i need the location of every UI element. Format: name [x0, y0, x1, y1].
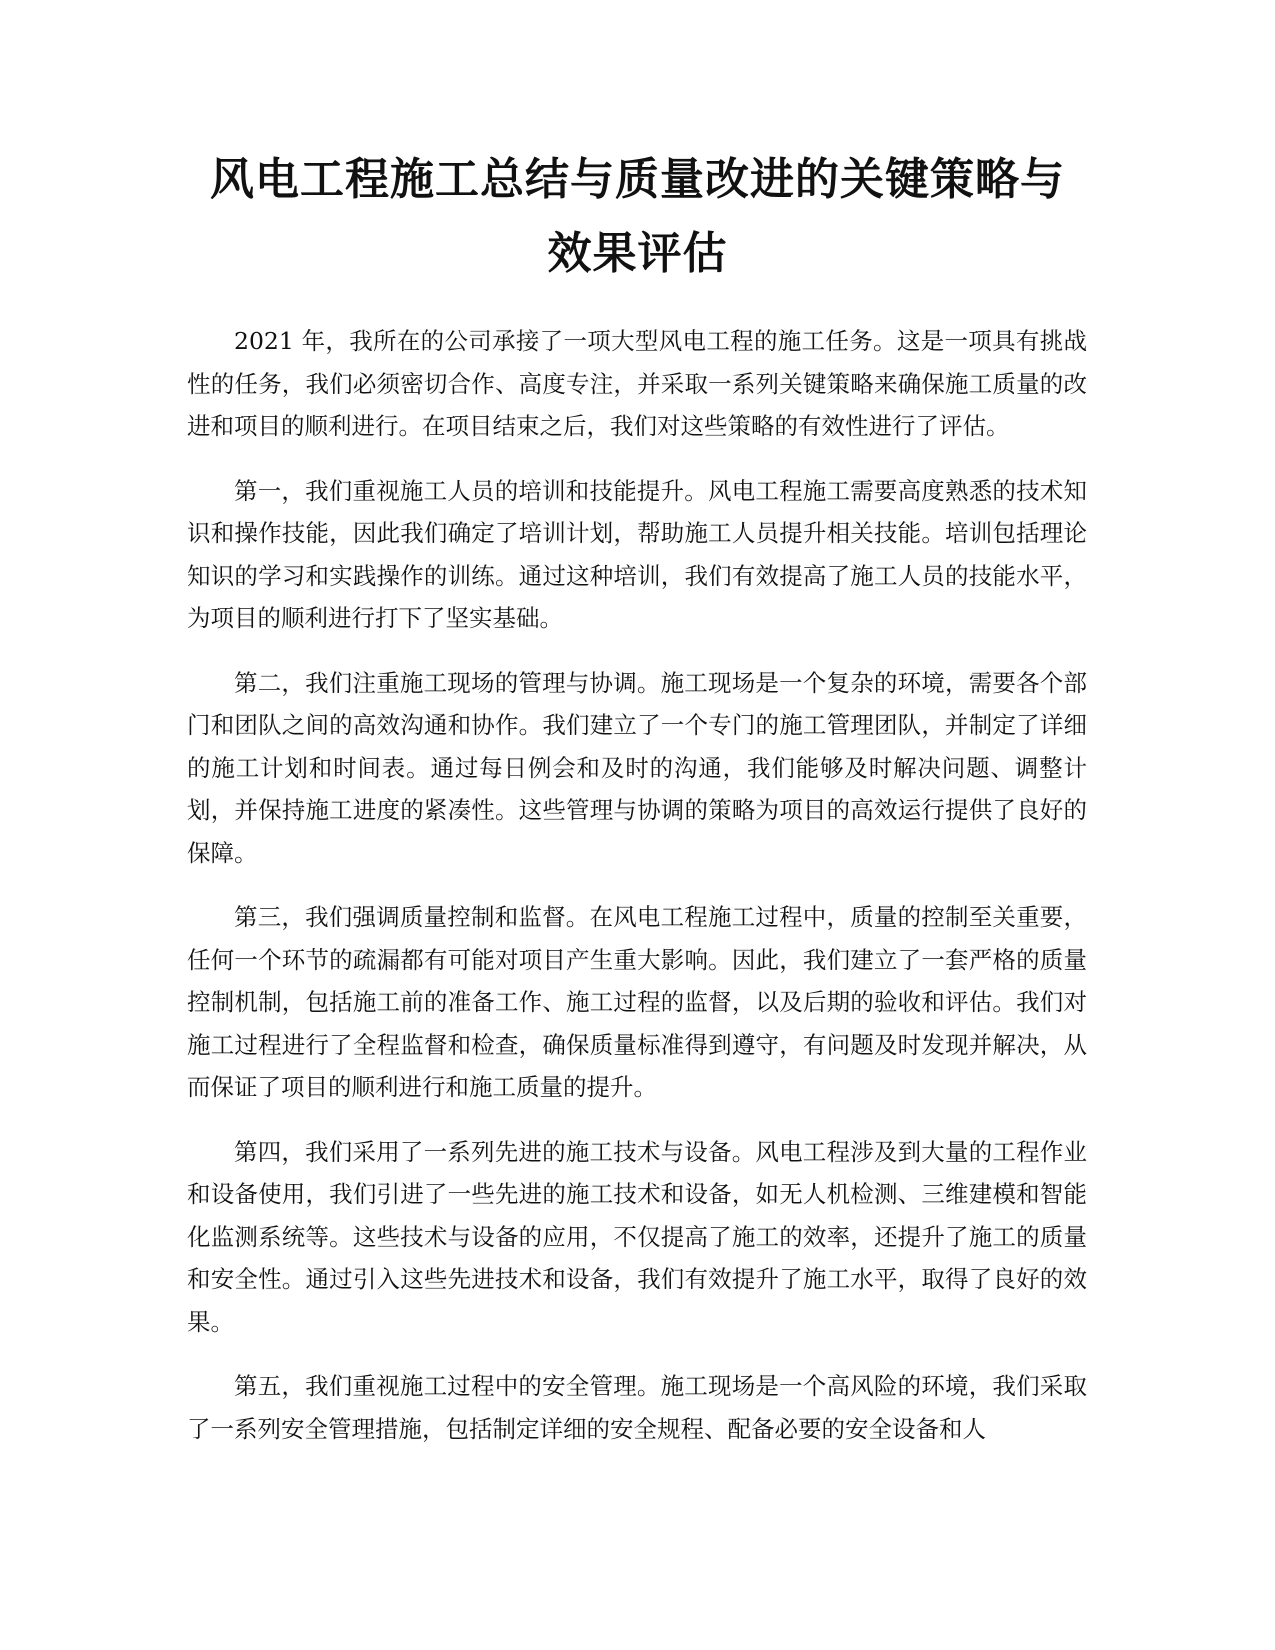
paragraph-intro: 2021 年，我所在的公司承接了一项大型风电工程的施工任务。这是一项具有挑战性的任务，我们必须密切合作、高度专注，并采取一系列关键策略来确保施工质量的改进和项目的顺利进行。在项目结束之后，我们对这些策略的有效性进行了评估。 — [187, 327, 1087, 440]
paragraph-third-strategy: 第三，我们强调质量控制和监督。在风电工程施工过程中，质量的控制至关重要，任何一个环节的疏漏都有可能对项目产生重大影响。因此，我们建立了一套严格的质量控制机制，包括施工前的准备工作、施工过程的监督，以及后期的验收和评估。我们对施工过程进行了全程监督和检查，确保质量标准得到遵守，有问题及时发现并解决，从而保证了项目的顺利进行和施工质量的提升。 — [187, 903, 1087, 1101]
document-title — [150, 143, 1125, 291]
paragraph-fifth-strategy: 第五，我们重视施工过程中的安全管理。施工现场是一个高风险的环境，我们采取了一系列安全管理措施，包括制定详细的安全规程、配备必要的安全设备和人 — [187, 1372, 1087, 1443]
paragraph-fourth-strategy: 第四，我们采用了一系列先进的施工技术与设备。风电工程涉及到大量的工程作业和设备使用，我们引进了一些先进的施工技术和设备，如无人机检测、三维建模和智能化监测系统等。这些技术与设备的应用，不仅提高了施工的效率，还提升了施工的质量和安全性。通过引入这些先进技术和设备，我们有效提升了施工水平，取得了良好的效果。 — [187, 1137, 1087, 1336]
paragraph-second-strategy: 第二，我们注重施工现场的管理与协调。施工现场是一个复杂的环境，需要各个部门和团队之间的高效沟通和协作。我们建立了一个专门的施工管理团队，并制定了详细的施工计划和时间表。通过每日例会和及时的沟通，我们能够及时解决问题、调整计划，并保持施工进度的紧凑性。这些管理与协调的策略为项目的高效运行提供了良好的保障。 — [187, 668, 1087, 867]
title-line-2: 效果评估 — [547, 228, 728, 279]
title-line-1: 风电工程施工总结与质量改进的关键策略与 — [210, 154, 1065, 205]
document-body — [187, 320, 1087, 1472]
paragraph-first-strategy: 第一，我们重视施工人员的培训和技能提升。风电工程施工需要高度熟悉的技术知识和操作技能，因此我们确定了培训计划，帮助施工人员提升相关技能。培训包括理论知识的学习和实践操作的训练。通过这种培训，我们有效提高了施工人员的技能水平，为项目的顺利进行打下了坚实基础。 — [187, 476, 1087, 632]
